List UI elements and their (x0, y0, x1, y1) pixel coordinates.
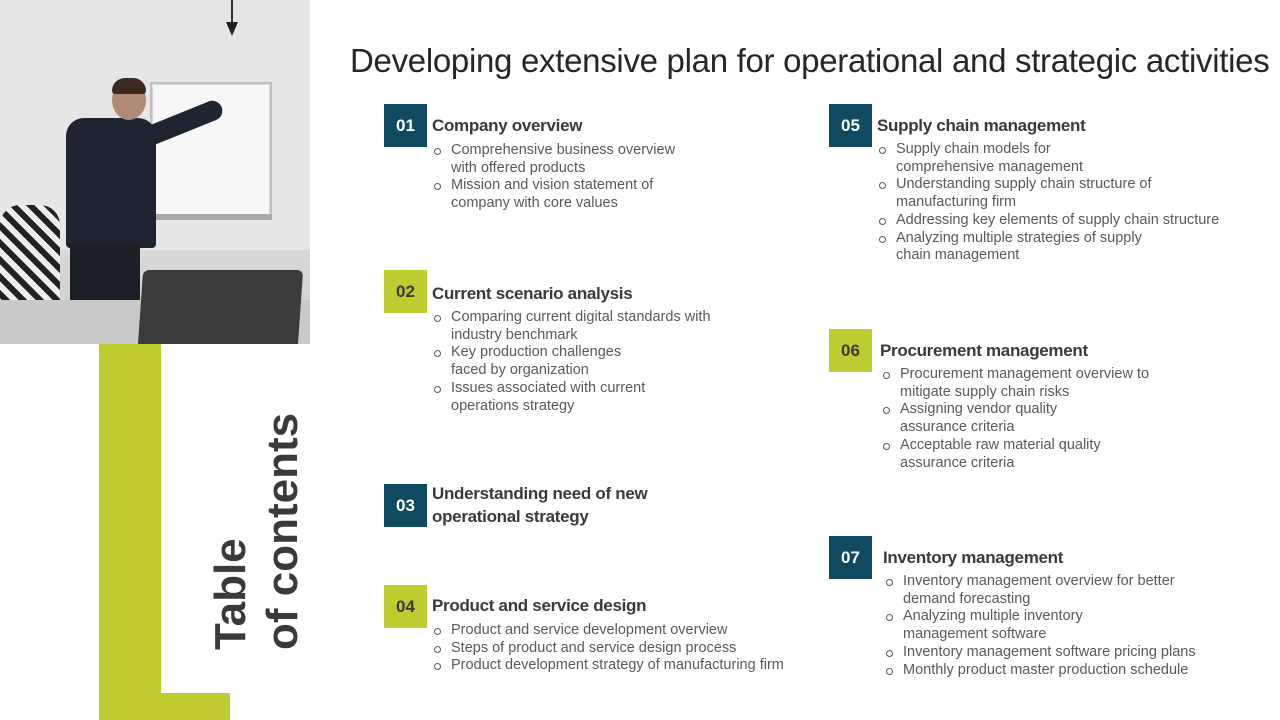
section-title: Product and service design (432, 596, 647, 615)
section-number: 02 (384, 270, 427, 313)
section-bullets (884, 573, 1224, 679)
bullet-item: Comparing current digital standards with industry benchmark (432, 309, 752, 344)
bullet-item: Product and service development overview (432, 622, 812, 640)
bullet-item: Assigning vendor quality assurance criteria (881, 401, 1221, 436)
presenter-photo (0, 0, 310, 344)
section-title: Current scenario analysis (432, 284, 633, 303)
section-bullets (432, 622, 812, 675)
section-title-line-1: Understanding need of new (432, 484, 648, 503)
toc-title (205, 413, 309, 650)
photo-whiteboard-stand (150, 214, 272, 220)
toc-title-line-2: of contents (258, 412, 307, 650)
toc-title-line-1: Table (206, 538, 255, 650)
bullet-item: Supply chain models for comprehensive management (877, 141, 1267, 176)
section-number: 01 (384, 104, 427, 147)
section-number: 06 (829, 329, 872, 372)
photo-laptop (137, 270, 303, 344)
bullet-item: Addressing key elements of supply chain structure (877, 212, 1267, 230)
section-title: Supply chain management (877, 116, 1086, 135)
section-bullets (432, 309, 752, 415)
section-title-line-2: operational strategy (432, 507, 589, 526)
photo-lamp-cord (231, 0, 233, 24)
section-bullets (881, 366, 1221, 472)
bullet-item: Acceptable raw material quality assurance criteria (881, 437, 1221, 472)
section-title: Inventory management (883, 548, 1064, 567)
photo-presenter-hair (112, 78, 146, 94)
section-title: Procurement management (880, 341, 1088, 360)
bullet-item: Understanding supply chain structure of manufacturing firm (877, 176, 1267, 211)
section-title: Company overview (432, 116, 583, 135)
bullet-item: Steps of product and service design process (432, 640, 812, 658)
section-bullets (877, 141, 1267, 265)
section-number: 05 (829, 104, 872, 147)
bullet-item: Inventory management overview for better demand forecasting (884, 573, 1224, 608)
bullet-item: Comprehensive business overview with offered products (432, 142, 732, 177)
green-accent-bar (99, 344, 161, 720)
section-number: 03 (384, 484, 427, 527)
bullet-item: Inventory management software pricing plans (884, 644, 1224, 662)
section-number: 04 (384, 585, 427, 628)
bullet-item: Procurement management overview to mitigate supply chain risks (881, 366, 1221, 401)
section-title (432, 482, 647, 528)
bullet-item: Product development strategy of manufacturing firm (432, 657, 812, 675)
bullet-item: Issues associated with current operations strategy (432, 380, 752, 415)
bullet-item: Key production challenges faced by organization (432, 344, 752, 379)
section-bullets (432, 142, 732, 213)
bullet-item: Monthly product master production schedule (884, 662, 1224, 680)
bullet-item: Analyzing multiple inventory management software (884, 608, 1224, 643)
photo-audience-member (0, 205, 60, 315)
page-title: Developing extensive plan for operational and strategic activities (350, 42, 1270, 79)
bullet-item: Analyzing multiple strategies of supply chain management (877, 230, 1267, 265)
green-accent-foot (99, 693, 230, 720)
bullet-item: Mission and vision statement of company with core values (432, 177, 732, 212)
section-number: 07 (829, 536, 872, 579)
